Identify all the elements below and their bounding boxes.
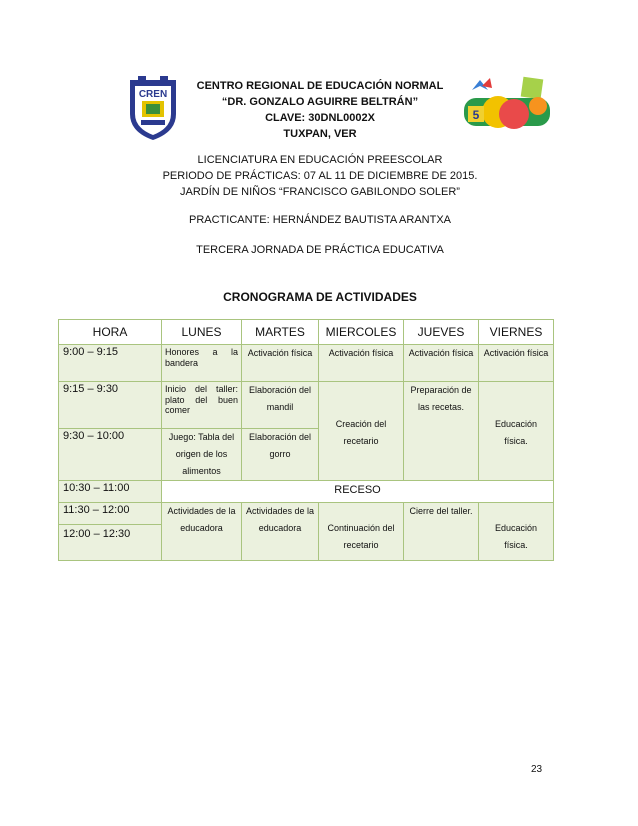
cell-lunes: Juego: Tabla del origen de los alimentos <box>162 429 242 481</box>
practice-info <box>150 152 490 200</box>
cell-miercoles: Creación del recetario <box>319 382 404 481</box>
time-cell: 12:00 – 12:30 <box>59 525 162 561</box>
svg-text:5: 5 <box>472 108 480 122</box>
col-header-martes: MARTES <box>242 320 319 345</box>
program-line: LICENCIATURA EN EDUCACIÓN PREESCOLAR <box>197 154 443 166</box>
page-title: CRONOGRAMA DE ACTIVIDADES <box>223 290 417 304</box>
cell-martes: Activación física <box>242 345 319 382</box>
table-row <box>59 382 554 429</box>
time-cell: 10:30 – 11:00 <box>59 481 162 503</box>
header-row <box>59 320 554 345</box>
institution-name: CENTRO REGIONAL DE EDUCACIÓN NORMAL <box>196 80 444 92</box>
cell-miercoles: Activación física <box>319 345 404 382</box>
page-number: 23 <box>531 764 543 775</box>
cell-miercoles: Continuación del recetario <box>319 503 404 561</box>
table-row <box>59 345 554 382</box>
institution-header <box>150 78 490 142</box>
cell-jueves: Cierre del taller. <box>404 503 479 561</box>
institution-city: TUXPAN, VER <box>283 128 357 140</box>
time-cell: 9:00 – 9:15 <box>59 345 162 382</box>
col-header-lunes: LUNES <box>162 320 242 345</box>
logo-text: CREN <box>138 89 168 100</box>
cell-martes: Actividades de la educadora <box>242 503 319 561</box>
cell-lunes: Honores a la bandera <box>162 345 242 382</box>
institution-clave: CLAVE: 30DNL0002X <box>265 112 375 124</box>
table-row <box>59 481 554 503</box>
period-line: PERIODO DE PRÁCTICAS: 07 AL 11 DE DICIEMBRE DE 2015. <box>162 170 478 182</box>
school-line: JARDÍN DE NIÑOS “FRANCISCO GABILONDO SOLER” <box>180 186 460 198</box>
time-cell: 9:15 – 9:30 <box>59 382 162 429</box>
cell-lunes: Inicio del taller: plato del buen comer <box>162 382 242 429</box>
institution-dr: “DR. GONZALO AGUIRRE BELTRÁN” <box>221 96 419 108</box>
col-header-hora: HORA <box>59 320 162 345</box>
time-cell: 9:30 – 10:00 <box>59 429 162 481</box>
receso-cell: RECESO <box>162 481 554 503</box>
jornada-line: TERCERA JORNADA DE PRÁCTICA EDUCATIVA <box>196 244 444 256</box>
cell-viernes: Educación física. <box>479 503 554 561</box>
cell-jueves: Preparación de las recetas. <box>404 382 479 481</box>
time-cell: 11:30 – 12:00 <box>59 503 162 525</box>
cell-lunes: Actividades de la educadora <box>162 503 242 561</box>
cell-viernes: Activación física <box>479 345 554 382</box>
practicante-line: PRACTICANTE: HERNÁNDEZ BAUTISTA ARANTXA <box>188 214 451 226</box>
table-row <box>59 503 554 525</box>
col-header-jueves: JUEVES <box>404 320 479 345</box>
schedule-table <box>58 319 554 561</box>
col-header-viernes: VIERNES <box>479 320 554 345</box>
col-header-miercoles: MIERCOLES <box>319 320 404 345</box>
cell-martes: Elaboración del gorro <box>242 429 319 481</box>
cell-jueves: Activación física <box>404 345 479 382</box>
cell-viernes: Educación física. <box>479 382 554 481</box>
cell-martes: Elaboración del mandil <box>242 382 319 429</box>
